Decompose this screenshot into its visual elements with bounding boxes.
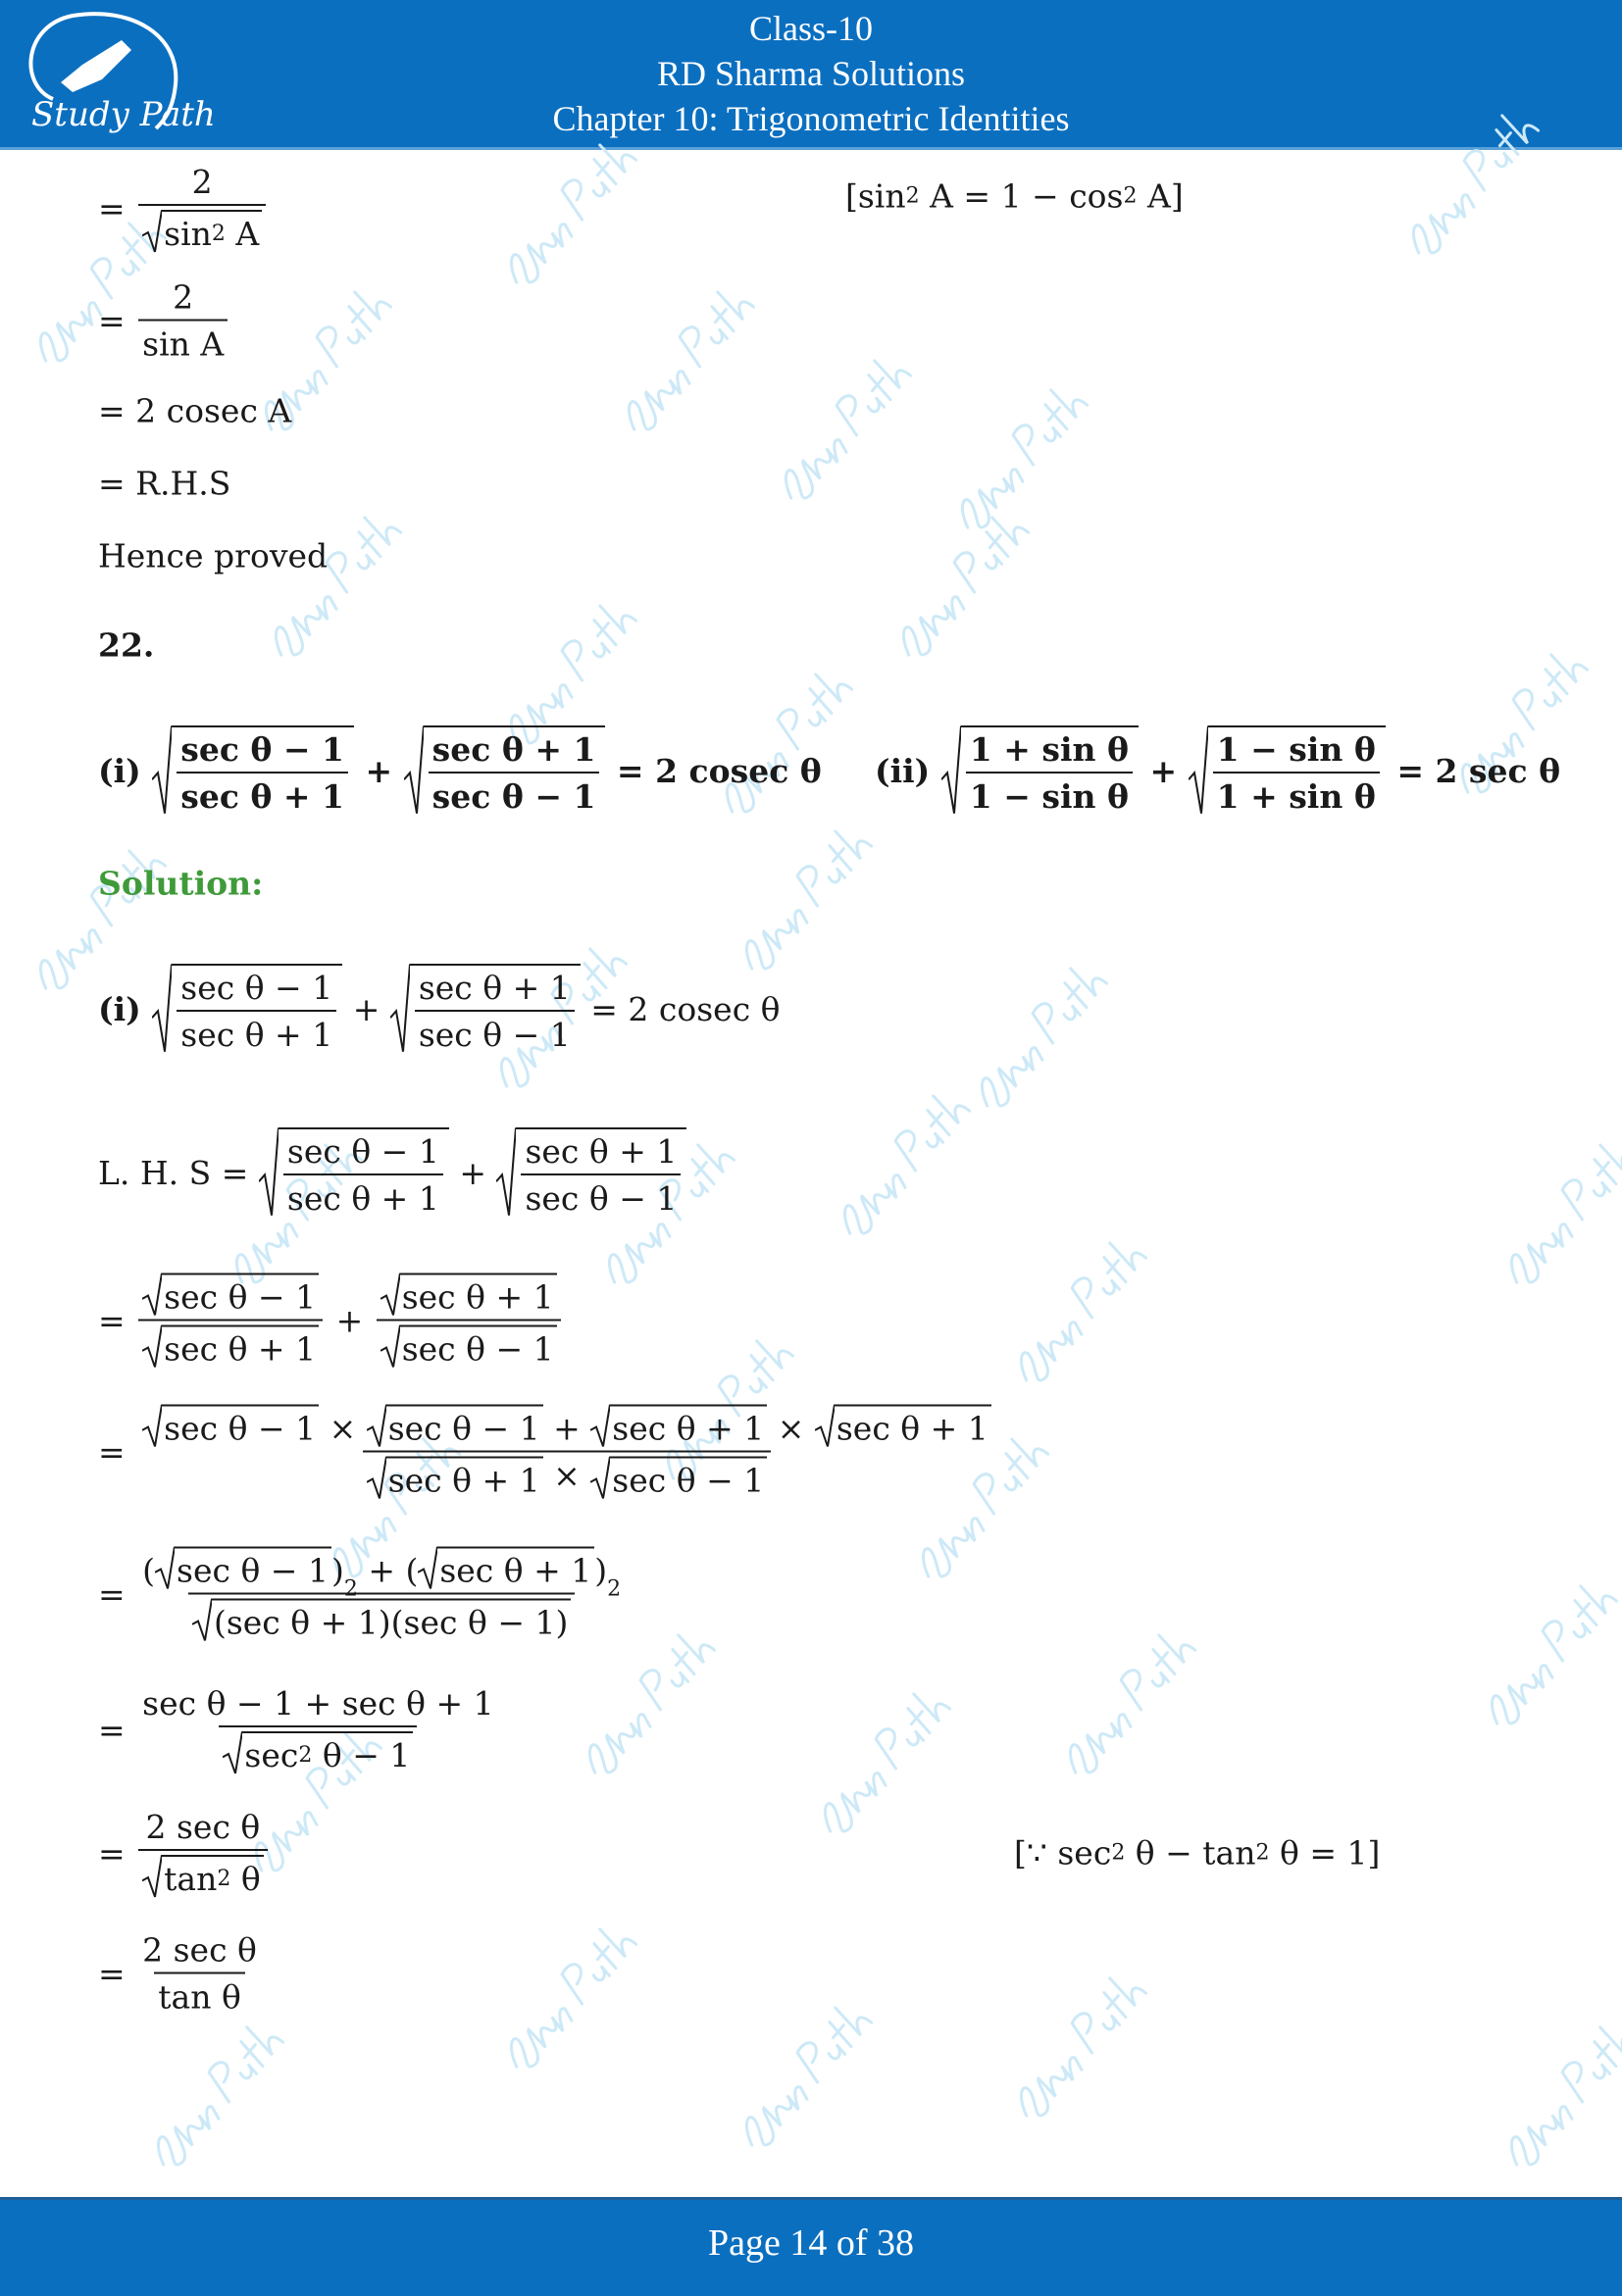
numerator bbox=[138, 1931, 261, 1972]
radicand bbox=[386, 1457, 543, 1500]
svg-text:Study Path: Study Path bbox=[31, 95, 216, 134]
square-root bbox=[142, 1855, 264, 1898]
math-text: = bbox=[98, 301, 136, 340]
watermark-icon bbox=[988, 1951, 1160, 2138]
radical-sign-icon bbox=[380, 1325, 400, 1369]
radicand bbox=[162, 1273, 319, 1317]
denominator bbox=[521, 1173, 681, 1218]
numerator bbox=[966, 730, 1133, 772]
watermark-icon bbox=[242, 490, 415, 677]
math-line bbox=[98, 964, 781, 1054]
square-root bbox=[1189, 725, 1386, 816]
math-line bbox=[98, 537, 328, 575]
math-text: tan bbox=[164, 1860, 218, 1898]
watermark-icon bbox=[752, 333, 925, 521]
watermark-icon bbox=[595, 265, 768, 452]
numerator bbox=[138, 1273, 323, 1320]
math-text: [∵ sec bbox=[1014, 1833, 1112, 1872]
square-root bbox=[142, 1325, 319, 1369]
math-line bbox=[98, 163, 269, 253]
radical-sign-icon bbox=[192, 1599, 212, 1642]
math-line bbox=[875, 725, 1560, 816]
math-text: A = 1 − cos bbox=[919, 176, 1124, 216]
square-root bbox=[590, 1405, 767, 1448]
radicand bbox=[424, 725, 606, 816]
denominator bbox=[219, 1725, 417, 1774]
radicand: sin 2 A bbox=[162, 210, 262, 253]
square-root bbox=[404, 725, 606, 816]
radicand bbox=[437, 1547, 594, 1590]
radical-sign-icon bbox=[142, 1325, 162, 1369]
math-text: sec θ + 1 bbox=[180, 777, 345, 816]
math-line bbox=[98, 392, 291, 430]
math-text: × bbox=[319, 1409, 367, 1448]
square-root bbox=[367, 1405, 543, 1448]
denominator bbox=[363, 1451, 772, 1500]
math-text: sec θ + 1 bbox=[418, 969, 571, 1007]
math-text: sec θ − 1 bbox=[180, 969, 333, 1007]
fraction bbox=[177, 969, 336, 1054]
math-text: sec θ + 1 bbox=[525, 1132, 678, 1171]
math-text: sec θ − 1 bbox=[525, 1179, 678, 1218]
radical-sign-icon bbox=[142, 1855, 162, 1898]
math-text: + bbox=[342, 989, 390, 1028]
radicand bbox=[961, 725, 1139, 816]
page-footer bbox=[0, 2197, 1622, 2296]
numerator: ( sec θ − 1 ) 2 + ( sec θ + 1 ) 2 bbox=[138, 1547, 625, 1593]
square-root bbox=[223, 1731, 413, 1774]
math-text: ( bbox=[142, 1551, 156, 1590]
radical-sign-icon bbox=[1189, 725, 1208, 816]
radicand bbox=[410, 964, 581, 1054]
math-text: sec θ − 1 bbox=[177, 1551, 329, 1590]
math-text: sec θ − 1 bbox=[431, 777, 596, 816]
fraction bbox=[415, 969, 575, 1054]
math-line bbox=[98, 1931, 264, 2017]
math-text: = bbox=[98, 1301, 136, 1340]
square-root bbox=[815, 1405, 991, 1448]
math-text: sec bbox=[244, 1736, 299, 1774]
math-text: (i) bbox=[98, 751, 153, 790]
math-line bbox=[98, 1547, 628, 1642]
math-text: sec θ − 1 bbox=[164, 1409, 317, 1448]
math-text: + bbox=[326, 1301, 374, 1340]
solution-heading: Solution: bbox=[98, 864, 264, 903]
math-line bbox=[98, 1127, 686, 1218]
math-text: sec θ + 1 bbox=[439, 1551, 592, 1590]
radical-sign-icon bbox=[367, 1457, 386, 1500]
math-text: + bbox=[542, 1409, 591, 1448]
math-text: 2 sec θ bbox=[142, 1930, 257, 1970]
square-root bbox=[590, 1457, 767, 1500]
numerator bbox=[188, 163, 217, 204]
denominator bbox=[966, 772, 1133, 816]
watermark-icon bbox=[1478, 1118, 1622, 1305]
denominator bbox=[429, 772, 600, 816]
radical-sign-icon bbox=[155, 1547, 175, 1590]
radicand bbox=[386, 1405, 543, 1448]
math-text: × bbox=[542, 1456, 591, 1495]
radical-sign-icon bbox=[590, 1405, 610, 1448]
radical-sign-icon bbox=[152, 725, 172, 816]
math-text: sec θ + 1 bbox=[164, 1329, 317, 1369]
math-text: sec θ + 1 bbox=[387, 1461, 540, 1500]
watermark-icon bbox=[870, 490, 1042, 677]
square-root bbox=[941, 725, 1139, 816]
math-text: sec θ − 1 bbox=[286, 1132, 439, 1171]
math-line: [∵ sec 2 θ − tan 2 θ = 1] bbox=[1014, 1833, 1381, 1872]
radical-sign-icon bbox=[418, 1547, 437, 1590]
math-text: sec θ − 1 bbox=[387, 1409, 540, 1448]
math-text: = 2 cosec θ bbox=[580, 989, 781, 1028]
fraction bbox=[283, 1132, 443, 1218]
math-line bbox=[98, 1808, 271, 1898]
fraction bbox=[138, 1273, 323, 1369]
radical-sign-icon bbox=[142, 1405, 162, 1448]
math-line bbox=[98, 725, 822, 816]
radicand bbox=[835, 1405, 991, 1448]
watermark-icon bbox=[125, 2000, 297, 2187]
square-root bbox=[155, 1547, 331, 1590]
denominator bbox=[177, 772, 348, 816]
math-text: = bbox=[98, 188, 136, 227]
watermark-icon bbox=[1458, 1559, 1622, 1746]
radicand bbox=[400, 1273, 557, 1317]
math-text: × bbox=[767, 1409, 815, 1448]
square-root bbox=[142, 1273, 319, 1317]
numerator bbox=[169, 278, 197, 320]
fraction bbox=[138, 1931, 261, 2017]
math-text: sec θ − 1 bbox=[418, 1016, 571, 1054]
math-text: A bbox=[225, 215, 260, 253]
square-root bbox=[259, 1127, 449, 1218]
radicand bbox=[212, 1599, 571, 1642]
math-text: 1 + sin θ bbox=[969, 730, 1129, 769]
math-text: tan θ bbox=[158, 1977, 241, 2017]
math-text: L. H. S = bbox=[98, 1153, 259, 1192]
numerator bbox=[142, 1808, 265, 1849]
math-line bbox=[98, 626, 154, 665]
fraction bbox=[177, 730, 348, 816]
math-text: ) bbox=[330, 1551, 344, 1590]
denominator bbox=[138, 1849, 268, 1898]
radicand bbox=[172, 725, 354, 816]
numerator bbox=[138, 1405, 995, 1451]
math-text: θ = 1] bbox=[1269, 1833, 1381, 1872]
fraction bbox=[521, 1132, 681, 1218]
numerator bbox=[283, 1132, 443, 1173]
numerator bbox=[177, 730, 348, 772]
square-root bbox=[390, 964, 581, 1054]
math-text: θ bbox=[230, 1860, 261, 1898]
math-text: sec θ − 1 + sec θ + 1 bbox=[142, 1684, 494, 1722]
watermark-icon bbox=[811, 1069, 984, 1256]
fraction bbox=[138, 1808, 268, 1898]
math-text: sec θ + 1 bbox=[180, 1016, 333, 1054]
denominator bbox=[138, 204, 266, 253]
denominator bbox=[377, 1320, 561, 1369]
radicand bbox=[516, 1127, 686, 1218]
denominator bbox=[154, 1972, 245, 2017]
watermark-icon bbox=[929, 363, 1101, 550]
math-text: = bbox=[98, 1710, 136, 1749]
square-root bbox=[367, 1457, 543, 1500]
math-text: [sin bbox=[845, 176, 906, 216]
math-text: = R.H.S bbox=[98, 464, 231, 503]
math-text: + bbox=[448, 1153, 497, 1192]
math-text: + bbox=[1139, 751, 1189, 790]
square-root bbox=[152, 964, 342, 1054]
math-text: Hence proved bbox=[98, 536, 329, 575]
square-root bbox=[380, 1325, 557, 1369]
denominator bbox=[138, 1320, 323, 1369]
watermark-icon bbox=[478, 1902, 650, 2089]
square-root bbox=[380, 1273, 557, 1317]
radical-sign-icon bbox=[590, 1457, 610, 1500]
math-text: sec θ + 1 bbox=[612, 1409, 765, 1448]
radical-sign-icon bbox=[404, 725, 424, 816]
math-text: = bbox=[98, 1432, 136, 1472]
math-text: sec θ + 1 bbox=[836, 1409, 988, 1448]
numerator bbox=[177, 969, 336, 1010]
square-root bbox=[142, 1405, 319, 1448]
numerator bbox=[138, 1684, 498, 1725]
math-line: [sin 2 A = 1 − cos 2 A] bbox=[845, 176, 1184, 216]
math-text: = 2 sec θ bbox=[1385, 751, 1561, 790]
numerator bbox=[415, 969, 575, 1010]
math-text: sec θ + 1 bbox=[401, 1277, 554, 1317]
math-text: sin bbox=[164, 215, 212, 253]
math-text: = bbox=[98, 1954, 136, 1993]
math-text: = 2 cosec θ bbox=[605, 751, 822, 790]
denominator bbox=[177, 1010, 336, 1054]
fraction bbox=[377, 1273, 561, 1369]
math-text: = bbox=[98, 1833, 136, 1872]
math-text: (sec θ + 1)(sec θ − 1) bbox=[213, 1603, 569, 1642]
watermark-icon bbox=[791, 1667, 964, 1854]
math-text: 1 − sin θ bbox=[1216, 730, 1376, 769]
bold-label: 22. bbox=[98, 625, 155, 665]
denominator bbox=[415, 1010, 575, 1054]
denominator bbox=[138, 320, 228, 364]
radicand bbox=[162, 1405, 319, 1448]
watermark-icon bbox=[988, 1216, 1160, 1403]
math-text: 2 sec θ bbox=[145, 1808, 261, 1846]
fraction bbox=[138, 278, 228, 364]
math-text: sec θ − 1 bbox=[401, 1329, 554, 1369]
radical-sign-icon bbox=[223, 1731, 242, 1774]
fraction bbox=[138, 1547, 625, 1642]
math-text: = 2 cosec A bbox=[98, 391, 292, 430]
fraction bbox=[138, 1405, 995, 1500]
radical-sign-icon bbox=[941, 725, 961, 816]
page-header bbox=[0, 0, 1622, 150]
fraction bbox=[966, 730, 1133, 816]
denominator bbox=[1213, 772, 1380, 816]
math-text: 1 − sin θ bbox=[969, 777, 1129, 816]
radical-sign-icon bbox=[152, 964, 172, 1054]
watermark-icon bbox=[713, 1980, 886, 2168]
header-book: RD Sharma Solutions bbox=[656, 54, 965, 93]
radicand: tan 2 θ bbox=[162, 1855, 264, 1898]
numerator bbox=[521, 1132, 681, 1173]
square-root bbox=[152, 725, 354, 816]
fraction bbox=[1213, 730, 1380, 816]
math-line bbox=[98, 278, 230, 364]
math-text: sec θ − 1 bbox=[164, 1277, 317, 1317]
math-line bbox=[98, 865, 263, 903]
page-number: Page 14 of 38 bbox=[707, 2222, 915, 2264]
math-text: sec θ − 1 bbox=[180, 730, 345, 769]
square-root bbox=[496, 1127, 686, 1218]
fraction bbox=[138, 1684, 498, 1774]
radicand: sec 2 θ − 1 bbox=[242, 1731, 413, 1774]
square-root bbox=[418, 1547, 594, 1590]
math-text: + ( bbox=[357, 1551, 419, 1590]
radicand bbox=[610, 1457, 767, 1500]
math-text: sec θ + 1 bbox=[286, 1179, 439, 1218]
numerator bbox=[429, 730, 600, 772]
radical-sign-icon bbox=[142, 210, 162, 253]
radical-sign-icon bbox=[815, 1405, 835, 1448]
math-text: θ − tan bbox=[1125, 1833, 1256, 1872]
radical-sign-icon bbox=[259, 1127, 279, 1218]
radicand bbox=[279, 1127, 449, 1218]
math-line bbox=[98, 465, 230, 503]
math-text: sin A bbox=[142, 324, 225, 364]
radical-sign-icon bbox=[367, 1405, 386, 1448]
denominator bbox=[188, 1593, 575, 1642]
header-chapter: Chapter 10: Trigonometric Identities bbox=[552, 99, 1070, 138]
math-text: sec θ + 1 bbox=[431, 730, 596, 769]
watermark-icon bbox=[1478, 2000, 1622, 2187]
bold-label: (i) bbox=[98, 989, 153, 1028]
watermark-icon bbox=[948, 941, 1121, 1128]
radicand bbox=[610, 1405, 767, 1448]
math-text: ) bbox=[594, 1551, 608, 1590]
numerator bbox=[1213, 730, 1380, 772]
header-class: Class-10 bbox=[749, 9, 873, 48]
numerator bbox=[377, 1273, 561, 1320]
math-text: sec θ − 1 bbox=[612, 1461, 765, 1500]
math-text: = bbox=[98, 1574, 136, 1614]
radical-sign-icon bbox=[380, 1273, 400, 1317]
radical-sign-icon bbox=[142, 1273, 162, 1317]
fraction bbox=[138, 163, 266, 253]
fraction bbox=[429, 730, 600, 816]
radicand bbox=[172, 964, 342, 1054]
math-text: 2 bbox=[173, 277, 194, 317]
math-text: (ii) bbox=[875, 751, 941, 790]
radicand bbox=[175, 1547, 331, 1590]
denominator bbox=[283, 1173, 443, 1218]
math-text: A] bbox=[1137, 176, 1184, 216]
math-text: + bbox=[354, 751, 404, 790]
square-root bbox=[142, 210, 262, 253]
radical-sign-icon bbox=[390, 964, 410, 1054]
radicand bbox=[162, 1325, 319, 1369]
watermark-icon bbox=[1037, 1608, 1209, 1795]
radicand bbox=[1208, 725, 1386, 816]
math-line bbox=[98, 1405, 998, 1500]
math-text: 2 bbox=[191, 163, 213, 201]
math-text: 1 + sin θ bbox=[1216, 777, 1376, 816]
math-line bbox=[98, 1684, 501, 1774]
math-text: θ − 1 bbox=[312, 1736, 411, 1774]
square-root bbox=[192, 1599, 571, 1642]
watermark-icon bbox=[713, 804, 886, 991]
radicand bbox=[400, 1325, 557, 1369]
math-line bbox=[98, 1273, 564, 1369]
radical-sign-icon bbox=[496, 1127, 516, 1218]
